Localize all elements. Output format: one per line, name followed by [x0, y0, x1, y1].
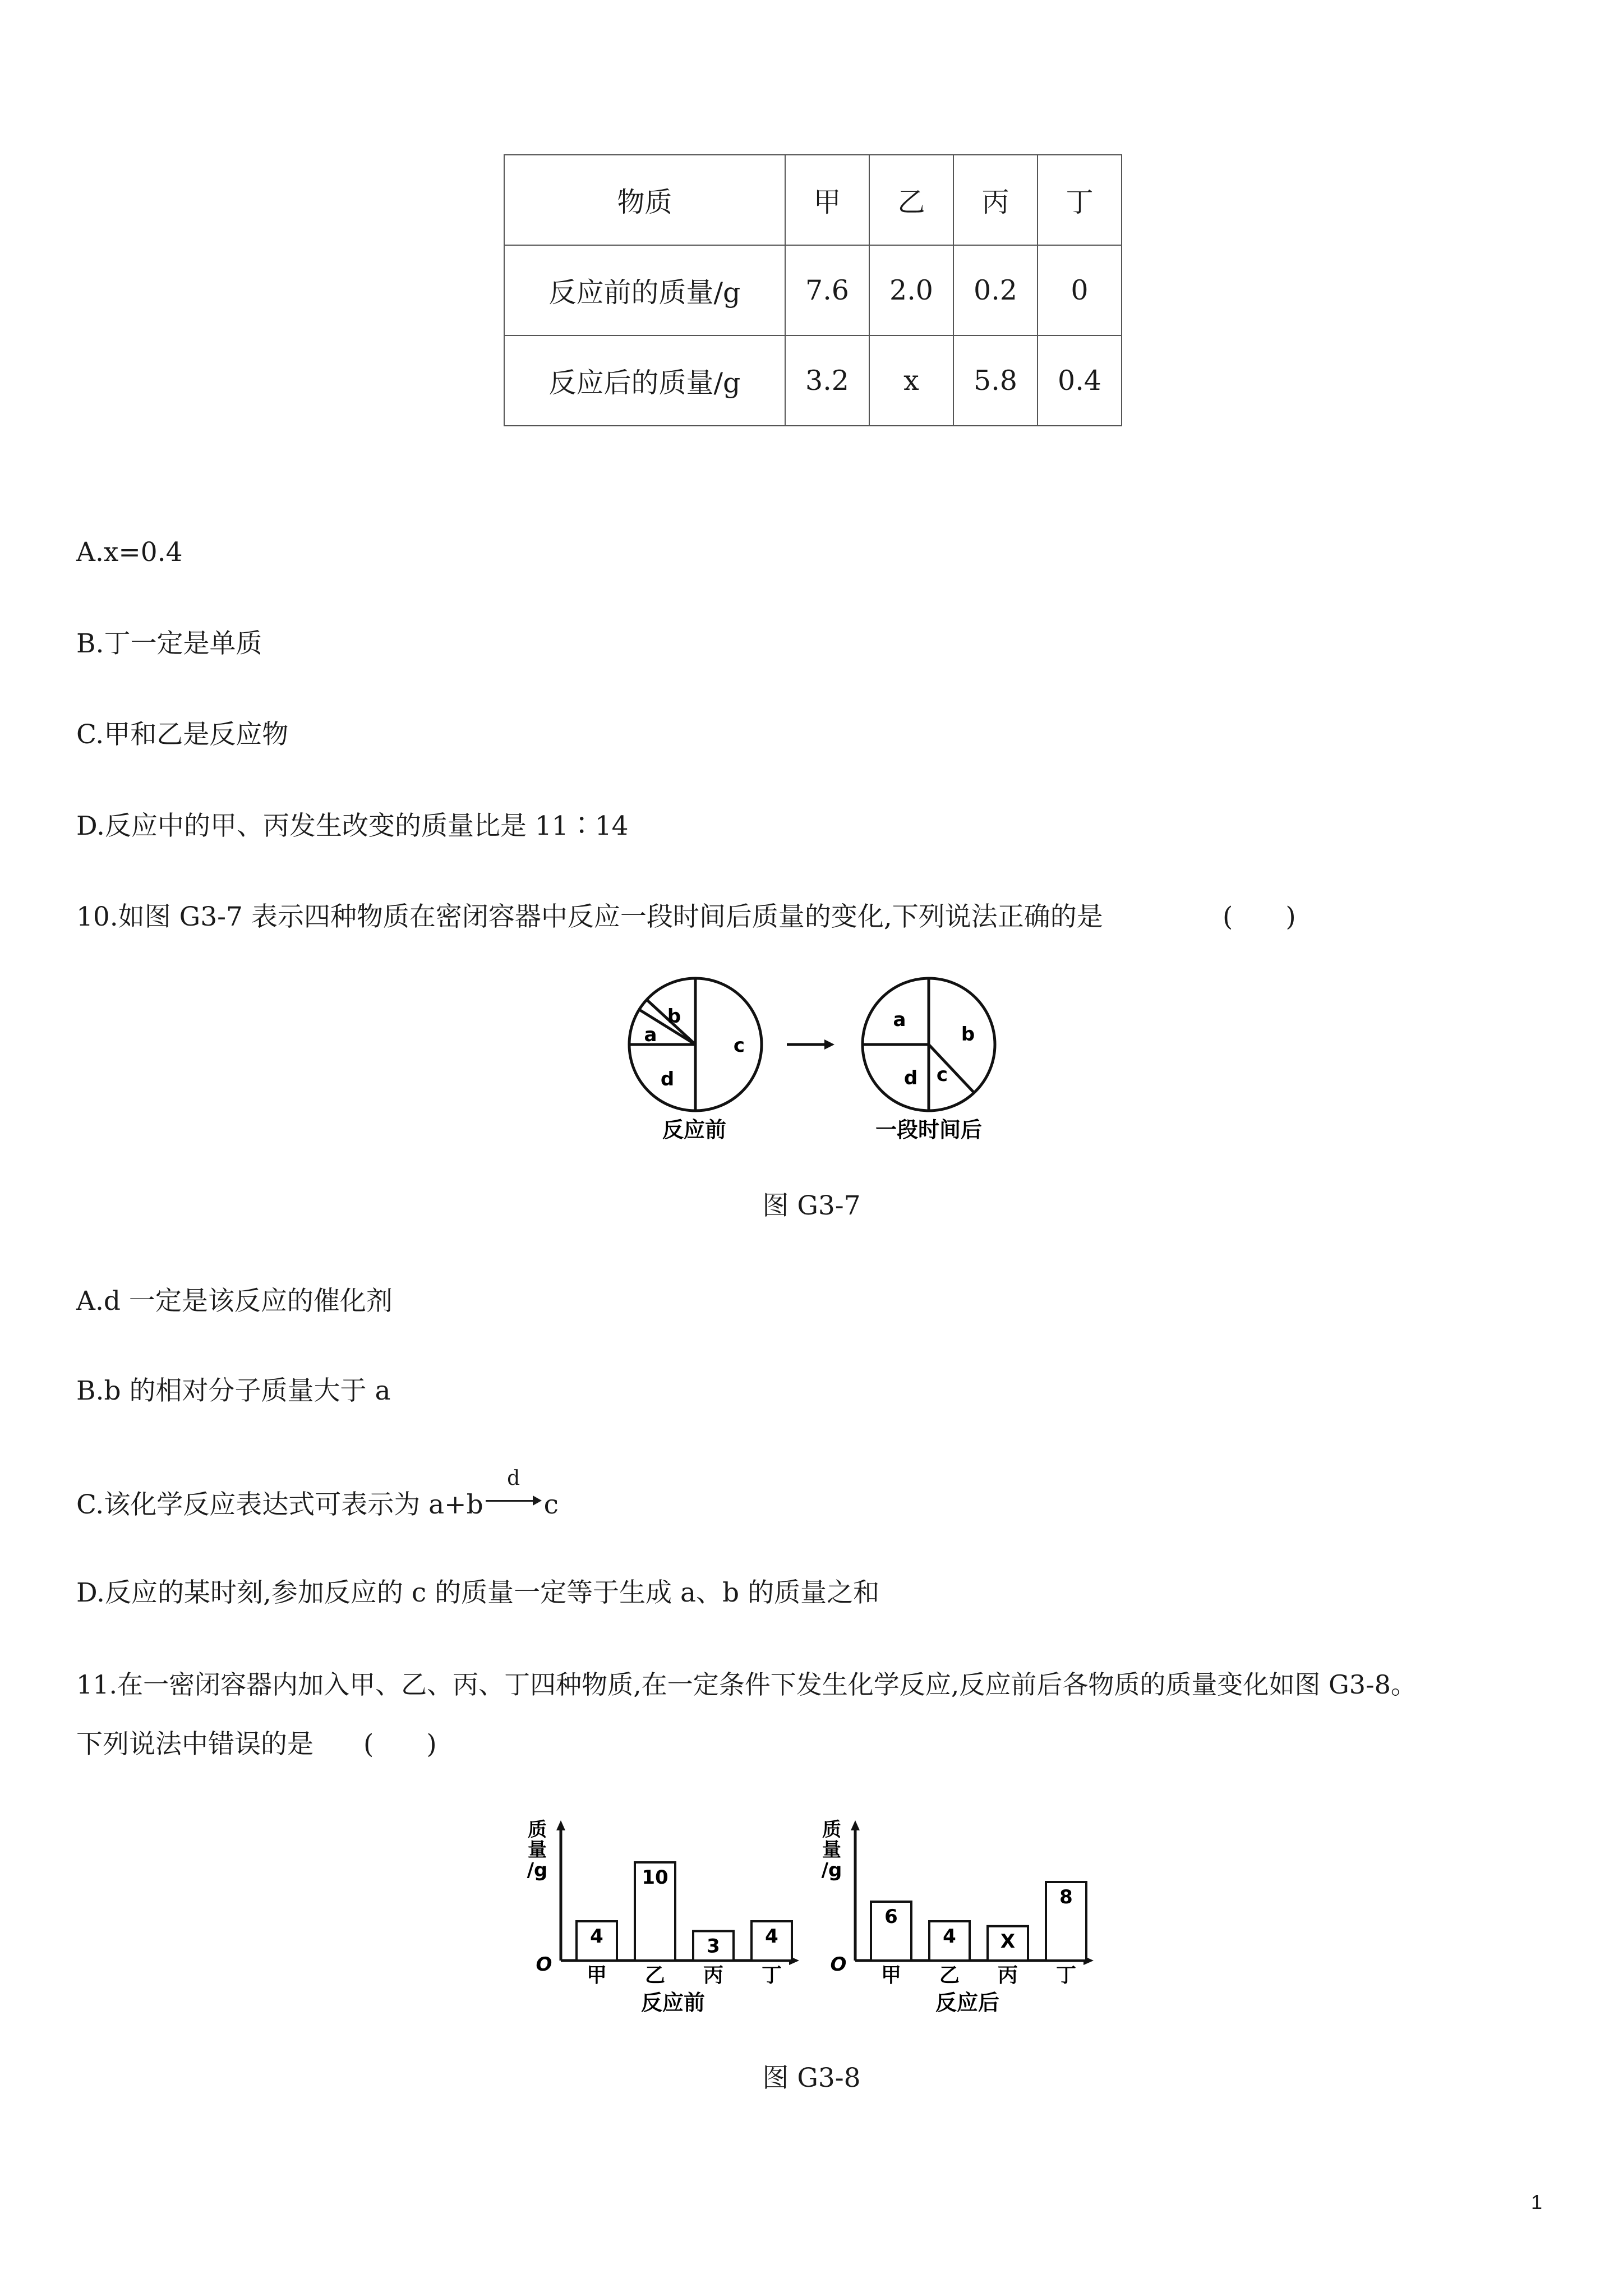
table-cell: x: [869, 335, 953, 426]
bar-charts-figure: [522, 1803, 1110, 2028]
bar-value-label: 10: [642, 1866, 668, 1889]
bar-chart-after: [822, 1819, 1094, 2015]
y-axis-label: /g: [527, 1859, 548, 1881]
y-axis-label: 质: [822, 1819, 841, 1841]
q10-option-c-product: c: [543, 1489, 559, 1520]
pie-label-b: b: [667, 1005, 681, 1028]
x-tick-label: 甲: [586, 1964, 607, 1987]
q9-option-b: B.丁一定是单质: [76, 628, 262, 659]
bar-value-label: 4: [590, 1925, 603, 1948]
table-cell: 5.8: [953, 335, 1038, 426]
q11-stem-line1: 11.在一密闭容器内加入甲、乙、丙、丁四种物质,在一定条件下发生化学反应,反应前后各物质的质量变化如图 G3-8。: [76, 1669, 1417, 1700]
table-header-cell: 甲: [785, 155, 869, 245]
figure-caption-g3-7: 图 G3-7: [762, 1190, 861, 1221]
pie-after: [863, 978, 995, 1142]
bar-value-label: 4: [943, 1925, 956, 1948]
table-header-row: [504, 155, 1122, 245]
x-tick-label: 丁: [761, 1964, 782, 1987]
arrow-icon: [787, 1039, 834, 1050]
pie-label-c: c: [936, 1064, 948, 1086]
y-axis-label: /g: [821, 1859, 842, 1881]
q10-option-c-text: C.该化学反应表达式可表示为 a+b: [76, 1489, 483, 1520]
mass-table: [504, 154, 1122, 426]
q11-stem-line2: 下列说法中错误的是: [76, 1729, 313, 1760]
pie-before-caption: 反应前: [662, 1117, 727, 1142]
y-axis-arrow-icon: [556, 1820, 565, 1830]
q10-answer-blank: ( ): [1223, 901, 1296, 932]
pie-divider: [929, 1045, 974, 1093]
q9-option-d: D.反应中的甲、丙发生改变的质量比是 11∶14: [76, 811, 629, 841]
y-axis-label: 量: [822, 1839, 841, 1861]
table-cell: 0.4: [1038, 335, 1122, 426]
page-number: 1: [1531, 2191, 1543, 2214]
chart-title: 反应后: [935, 1990, 1000, 2015]
table-header-cell: 乙: [869, 155, 953, 245]
origin-label: O: [830, 1953, 847, 1976]
pie-label-d: d: [660, 1068, 675, 1091]
reaction-arrow-label: d: [507, 1467, 520, 1490]
pie-label-c: c: [733, 1034, 745, 1057]
q9-option-a: A.x=0.4: [76, 537, 183, 568]
y-axis-arrow-icon: [851, 1820, 860, 1830]
y-axis-label: 质: [528, 1819, 547, 1841]
reaction-arrow-icon: [486, 1467, 542, 1513]
table-row: [504, 335, 1122, 426]
table-cell: 7.6: [785, 245, 869, 335]
bar-value-label: 6: [884, 1906, 898, 1928]
q11-answer-blank: ( ): [363, 1729, 437, 1760]
x-tick-label: 丙: [997, 1964, 1018, 1987]
table-header-cell: 丁: [1038, 155, 1122, 245]
origin-label: O: [536, 1953, 552, 1976]
table-cell: 3.2: [785, 335, 869, 426]
bar-value-label: X: [1000, 1930, 1016, 1953]
x-tick-label: 甲: [880, 1964, 902, 1987]
pie-label-b: b: [961, 1023, 975, 1046]
q10-option-d: D.反应的某时刻,参加反应的 c 的质量一定等于生成 a、b 的质量之和: [76, 1577, 880, 1608]
q10-option-b: B.b 的相对分子质量大于 a: [76, 1375, 391, 1406]
table-cell: 0.2: [953, 245, 1038, 335]
pie-before: [629, 978, 762, 1142]
pie-label-a: a: [893, 1009, 906, 1031]
pie-after-caption: 一段时间后: [875, 1117, 983, 1142]
table-cell: 反应前的质量/g: [504, 245, 785, 335]
figure-caption-g3-8: 图 G3-8: [762, 2063, 861, 2093]
chart-title: 反应前: [640, 1990, 706, 2015]
y-axis-label: 量: [528, 1839, 547, 1861]
q10-option-a: A.d 一定是该反应的催化剂: [76, 1286, 393, 1317]
table-header-cell: 丙: [953, 155, 1038, 245]
pie-reaction-figure: [606, 973, 1032, 1153]
q10-stem: 10.如图 G3-7 表示四种物质在密闭容器中反应一段时间后质量的变化,下列说法正确的是: [76, 901, 1103, 932]
table-row: [504, 245, 1122, 335]
pie-label-a: a: [644, 1024, 657, 1046]
bar-value-label: 4: [765, 1925, 778, 1948]
q10-option-c: [76, 1467, 559, 1522]
bar-value-label: 8: [1059, 1886, 1073, 1908]
x-tick-label: 丙: [703, 1964, 724, 1987]
q9-option-c: C.甲和乙是反应物: [76, 719, 289, 750]
table-cell: 反应后的质量/g: [504, 335, 785, 426]
x-tick-label: 丁: [1055, 1964, 1077, 1987]
table-cell: 2.0: [869, 245, 953, 335]
x-tick-label: 乙: [644, 1964, 666, 1987]
pie-label-d: d: [903, 1067, 918, 1089]
table-header-cell: 物质: [504, 155, 785, 245]
bar-chart-before: [527, 1819, 799, 2015]
table-cell: 0: [1038, 245, 1122, 335]
bar-value-label: 3: [707, 1935, 720, 1958]
x-tick-label: 乙: [939, 1964, 960, 1987]
